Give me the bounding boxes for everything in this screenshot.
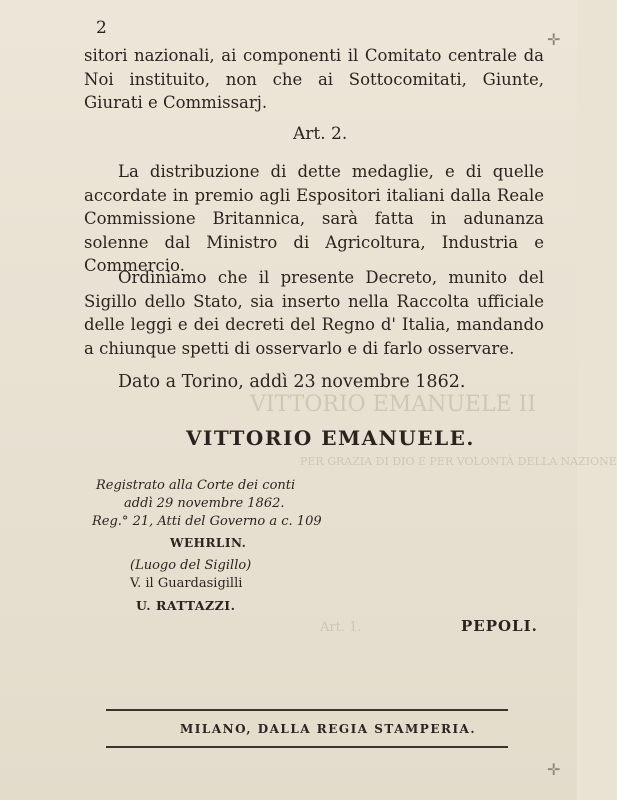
paragraph-2: Ordiniamo che il presente Decreto, munito del Sigillo dello Stato, sia inserto nella Raccolta ufficiale delle leggi e dei decreti del Regno d' Italia, mandando a chiunque spetti di osservarlo e di farlo osservare. — [84, 268, 544, 358]
footer-imprint: MILANO, DALLA REGIA STAMPERIA. — [180, 722, 477, 736]
signature-king: VITTORIO EMANUELE. — [186, 426, 475, 450]
registration-clerk: WEHRLIN. — [170, 536, 247, 550]
paragraph-1: La distribuzione di dette medaglie, e di quelle accordate in premio agli Espositori italiani dalla Reale Commissione Britannica, sarà fatta in adunanza solenne dal Ministro di Agricoltura, Industria e Commercio. — [84, 162, 544, 275]
bleed-through: PER GRAZIA DI DIO E PER VOLONTÀ DELLA NAZIONE — [300, 455, 617, 468]
footer-rule-bottom — [106, 746, 508, 748]
registration-line-3: Reg.° 21, Atti del Governo a c. 109 — [92, 514, 322, 529]
article-heading: Art. 2. — [293, 124, 348, 144]
text-top: sitori nazionali, ai componenti il Comitato centrale da Noi instituito, non che ai Sottocomitati, Giunte, Giurati e Commissarj. — [84, 46, 544, 112]
date-line: Dato a Torino, addì 23 novembre 1862. — [118, 372, 466, 392]
cross-mark-icon: ✛ — [547, 30, 561, 49]
bleed-through: VITTORIO EMANUELE II — [250, 392, 537, 417]
seal-line-3: U. RATTAZZI. — [136, 598, 236, 613]
registration-line-2: addì 29 novembre 1862. — [124, 496, 285, 511]
cross-mark-icon: ✛ — [547, 760, 561, 779]
seal-line-2: V. il Guardasigilli — [130, 576, 243, 591]
page-number: 2 — [96, 18, 107, 38]
signature-minister: PEPOLI. — [461, 617, 538, 635]
bleed-through: Art. 1. — [320, 620, 362, 635]
footer-rule-top — [106, 709, 508, 711]
seal-line-1: (Luogo del Sigillo) — [130, 558, 252, 573]
registration-line-1: Registrato alla Corte dei conti — [96, 478, 296, 493]
